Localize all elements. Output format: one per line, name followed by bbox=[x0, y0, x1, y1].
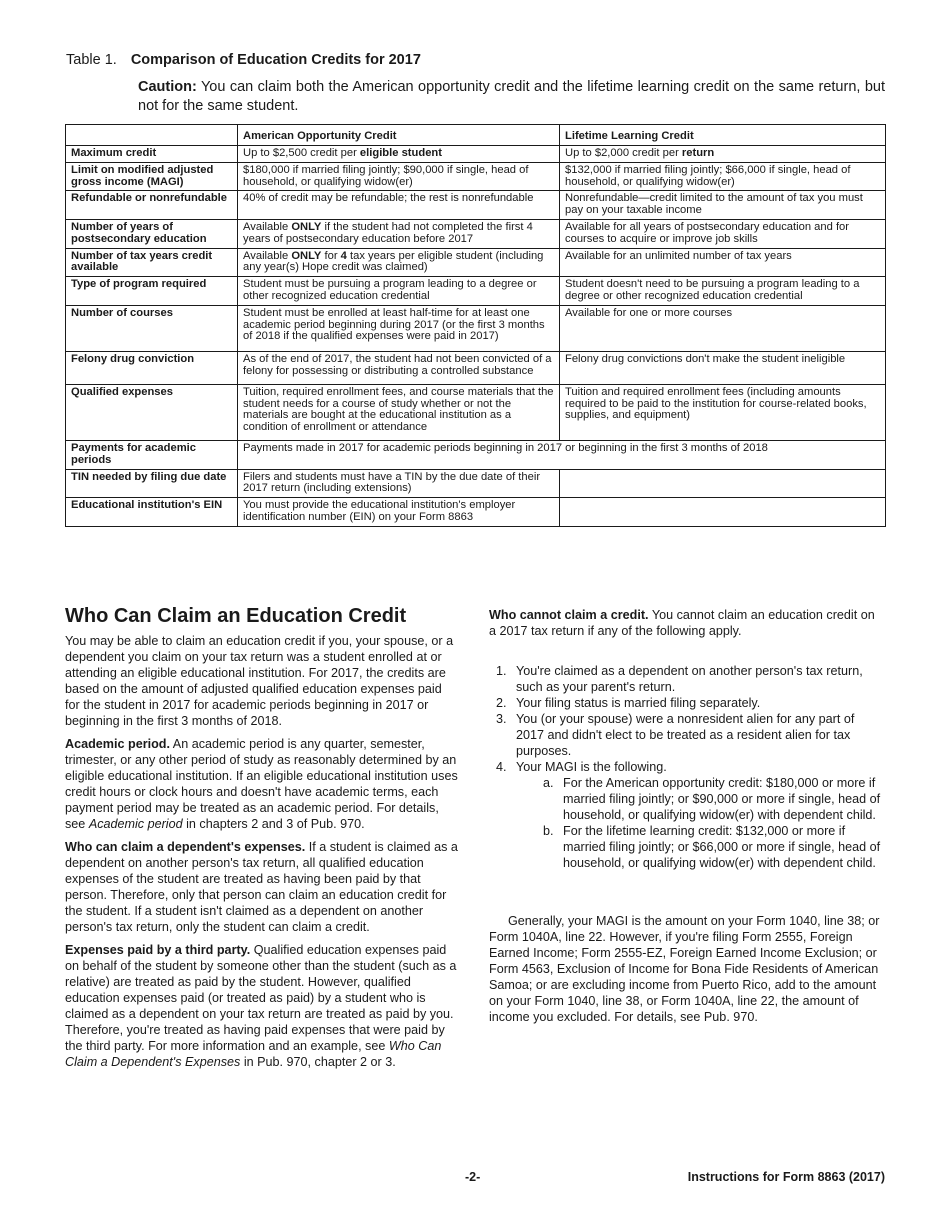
list-item: 1. You're claimed as a dependent on another person's tax return, such as your parent's return. bbox=[496, 664, 863, 694]
cell-llc: Up to $2,000 credit per return bbox=[560, 146, 886, 163]
magi-generally-paragraph: Generally, your MAGI is the amount on your Form 1040, line 38; or Form 1040A, line 22. However, if you're filing Form 2555, Foreign Earned Income; Form 2555-EZ, Foreign Earned Income Exclusion; or Form 4563, Exclusion of Income for Bona Fide Residents of American Samoa; or are excluding income from Puerto Rico, add to the amount on your Form 1040, line 38, or Form 1040A, line 22, the amount of income you excluded. For details, see Pub. 970. bbox=[489, 914, 880, 1024]
conditions-list bbox=[489, 663, 885, 871]
cell-aoc: $180,000 if married filing jointly; $90,000 if single, head of household, or qualifying widow(er) bbox=[238, 162, 560, 191]
cell-llc: Nonrefundable—credit limited to the amount of tax you must pay on your taxable income bbox=[560, 191, 886, 220]
cell-llc: Student doesn't need to be pursuing a program leading to a degree or other recognized education credential bbox=[560, 277, 886, 306]
row-label: Type of program required bbox=[66, 277, 238, 306]
header-blank bbox=[66, 125, 238, 146]
row-label: Maximum credit bbox=[66, 146, 238, 163]
row-label: Qualified expenses bbox=[66, 384, 238, 440]
header-llc: Lifetime Learning Credit bbox=[560, 125, 886, 146]
table-row bbox=[66, 305, 886, 351]
right-column bbox=[489, 607, 885, 1025]
list-item: a. For the American opportunity credit: $180,000 or more if married filing jointly; or $90,000 or more if single, head of household, or qualifying widow(er) with dependent child. bbox=[543, 776, 881, 822]
table-header-row bbox=[66, 125, 886, 146]
left-column bbox=[65, 604, 459, 1077]
cell-aoc: 40% of credit may be refundable; the rest is nonrefundable bbox=[238, 191, 560, 220]
cell-aoc: Student must be enrolled at least half-time for at least one academic period beginning during 2017 (or the first 3 months of 2018 if the qualified expenses were paid in 2017) bbox=[238, 305, 560, 351]
table-row bbox=[66, 277, 886, 306]
cell-llc bbox=[560, 498, 886, 527]
cell-aoc: Available ONLY for 4 tax years per eligible student (including any year(s) Hope credit was claimed) bbox=[238, 248, 560, 277]
row-label: Number of years of postsecondary education bbox=[66, 219, 238, 248]
row-label: Number of courses bbox=[66, 305, 238, 351]
table-row bbox=[66, 440, 886, 469]
dependent-expenses-paragraph: Who can claim a dependent's expenses. If a student is claimed as a dependent on another person's tax return, all qualified education expenses of the student are treated as having been paid by that person. Therefore, only that person can claim an education credit for the student. If a student isn't claimed as a dependent on another person's tax return, only the student can claim a credit. bbox=[65, 840, 458, 934]
comparison-table bbox=[65, 124, 886, 527]
magi-sublist bbox=[516, 775, 885, 871]
cell-both: Payments made in 2017 for academic periods beginning in 2017 or beginning in the first 3 months of 2018 bbox=[238, 440, 886, 469]
header-aoc: American Opportunity Credit bbox=[238, 125, 560, 146]
cell-aoc: Up to $2,500 credit per eligible student bbox=[238, 146, 560, 163]
cannot-claim-paragraph: Who cannot claim a credit. You cannot claim an education credit on a 2017 tax return if any of the following apply. bbox=[489, 608, 875, 638]
table-row bbox=[66, 352, 886, 385]
cell-llc: Available for all years of postsecondary education and for courses to acquire or improve job skills bbox=[560, 219, 886, 248]
list-item: 3. You (or your spouse) were a nonresident alien for any part of 2017 and didn't elect to be treated as a resident alien for tax purposes. bbox=[496, 712, 855, 758]
row-label: Limit on modified adjusted gross income (MAGI) bbox=[66, 162, 238, 191]
row-label: Felony drug conviction bbox=[66, 352, 238, 385]
caution-word: Caution: bbox=[138, 79, 197, 95]
table-row bbox=[66, 498, 886, 527]
cell-aoc: Tuition, required enrollment fees, and course materials that the student needs for a course of study whether or not the materials are bought at the educational institution as a condition of enrollment or attendance bbox=[238, 384, 560, 440]
cell-llc: Tuition and required enrollment fees (including amounts required to be paid to the institution for course-related books, supplies, and equipment) bbox=[560, 384, 886, 440]
cell-llc: Available for an unlimited number of tax years bbox=[560, 248, 886, 277]
list-item: b. For the lifetime learning credit: $132,000 or more if married filing jointly; or $66,000 or more if single, head of household, or qualifying widow(er) with dependent child. bbox=[543, 824, 881, 870]
table-title: Comparison of Education Credits for 2017 bbox=[130, 52, 421, 68]
cell-llc: Available for one or more courses bbox=[560, 305, 886, 351]
page-number: -2- bbox=[465, 1170, 481, 1184]
table-row bbox=[66, 191, 886, 220]
cell-aoc: Filers and students must have a TIN by the due date of their 2017 return (including extensions) bbox=[238, 469, 560, 498]
list-item: 2. Your filing status is married filing separately. bbox=[496, 696, 761, 710]
caution-note bbox=[138, 78, 885, 116]
table-row bbox=[66, 248, 886, 277]
table-row bbox=[66, 469, 886, 498]
table-heading bbox=[66, 52, 421, 68]
row-label: Payments for academic periods bbox=[66, 440, 238, 469]
row-label: Educational institution's EIN bbox=[66, 498, 238, 527]
intro-paragraph: You may be able to claim an education credit if you, your spouse, or a dependent you claim on your tax return was a student enrolled at or attending an eligible educational institution. For 2017, the credits are based on the amount of adjusted qualified education expenses paid for the student in 2017 for academic periods beginning in 2017 or beginning in the first 3 months of 2018. bbox=[65, 634, 454, 728]
third-party-paragraph: Expenses paid by a third party. Qualified education expenses paid on behalf of the student by someone other than the student (such as a relative) are treated as paid by the student. However, qualified education expenses paid (or treated as paid) by a student who is claimed as a dependent on your tax return are treated as paid by you. Therefore, you're treated as having paid expenses that were paid by the third party. For more information and an example, see Who Can Claim a Dependent's Expenses in Pub. 970, chapter 2 or 3. bbox=[65, 943, 457, 1069]
table-row bbox=[66, 219, 886, 248]
form-footer: Instructions for Form 8863 (2017) bbox=[687, 1170, 885, 1184]
cell-aoc: As of the end of 2017, the student had not been convicted of a felony for possessing or distributing a controlled substance bbox=[238, 352, 560, 385]
academic-period-paragraph: Academic period. An academic period is any quarter, semester, trimester, or any other period of study as reasonably determined by an eligible educational institution. If an eligible educational institution uses credit hours or clock hours and doesn't have academic terms, each payment period may be treated as an academic period. For details, see Academic period in chapters 2 and 3 of Pub. 970. bbox=[65, 737, 458, 831]
row-label: Number of tax years credit available bbox=[66, 248, 238, 277]
cell-aoc: Student must be pursuing a program leading to a degree or other recognized education credential bbox=[238, 277, 560, 306]
list-item: 4. Your MAGI is the following. a. For the American opportunity credit: $180,000 or more if married filing jointly; or $90,000 or more if single, head of household, or qualifying widow(er) with dependent child. b. For the lifetime learning credit: $132,000 or more if married filing jointly; or $66,000 or more if single, head of household, or qualifying widow(er) with dependent child. bbox=[489, 759, 885, 871]
cell-aoc: Available ONLY if the student had not completed the first 4 years of postsecondary education before 2017 bbox=[238, 219, 560, 248]
cell-llc bbox=[560, 469, 886, 498]
row-label: Refundable or nonrefundable bbox=[66, 191, 238, 220]
cell-llc: Felony drug convictions don't make the student ineligible bbox=[560, 352, 886, 385]
caution-text: You can claim both the American opportunity credit and the lifetime learning credit on the same return, but not for the same student. bbox=[138, 79, 885, 114]
table-label: Table 1. bbox=[66, 52, 117, 68]
cell-llc: $132,000 if married filing jointly; $66,000 if single, head of household, or qualifying widow(er) bbox=[560, 162, 886, 191]
table-row bbox=[66, 146, 886, 163]
table-row bbox=[66, 384, 886, 440]
section-heading: Who Can Claim an Education Credit bbox=[65, 605, 407, 627]
cell-aoc: You must provide the educational institution's employer identification number (EIN) on your Form 8863 bbox=[238, 498, 560, 527]
row-label: TIN needed by filing due date bbox=[66, 469, 238, 498]
table-row bbox=[66, 162, 886, 191]
